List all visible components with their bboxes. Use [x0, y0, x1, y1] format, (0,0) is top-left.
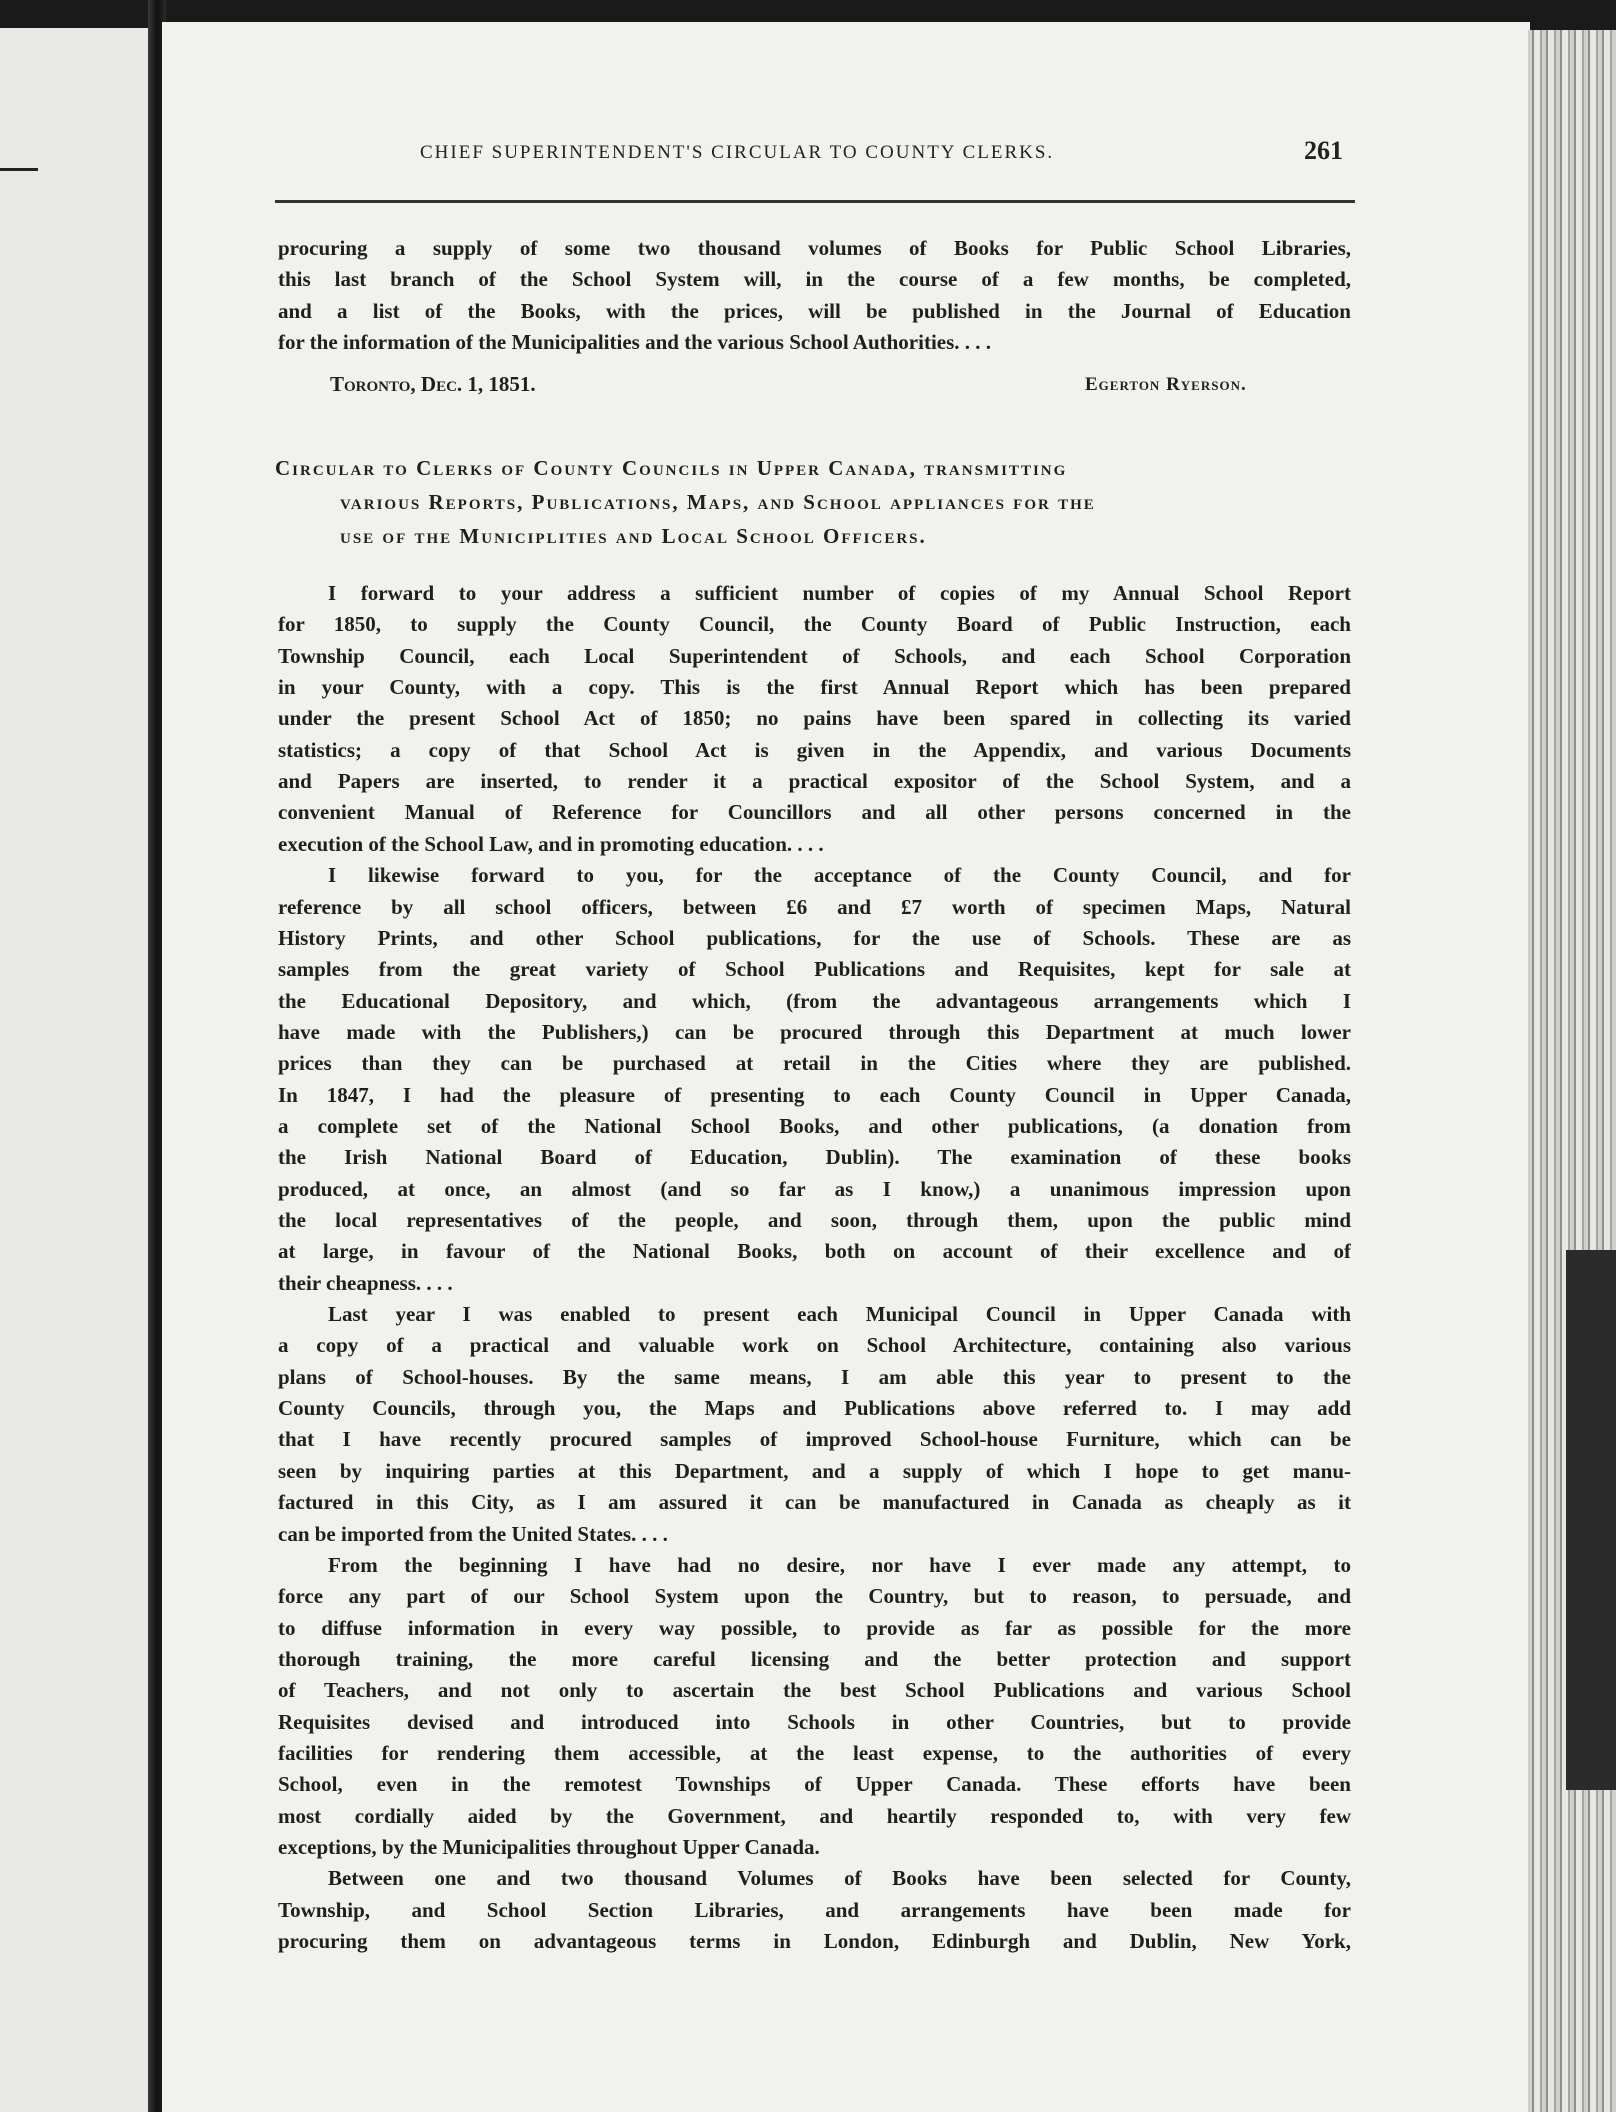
page-number: 261 — [1304, 136, 1343, 165]
text-line: of Teachers, and not only to ascertain the best School Publications and various School — [278, 1678, 1351, 1703]
text-line: I likewise forward to you, for the acceptance of the County Council, and for — [328, 863, 1351, 888]
text-line: Last year I was enabled to present each Municipal Council in Upper Canada with — [328, 1302, 1351, 1327]
text-line: convenient Manual of Reference for Councillors and all other persons concerned in the — [278, 800, 1351, 825]
text-line: facilities for rendering them accessible, at the least expense, to the authorities of every — [278, 1740, 1351, 1765]
text-line: statistics; a copy of that School Act is given in the Appendix, and various Documents — [278, 737, 1351, 762]
text-line: a complete set of the National School Books, and other publications, (a donation from — [278, 1113, 1351, 1138]
text-line: In 1847, I had the pleasure of presenting to each County Council in Upper Canada, — [278, 1082, 1351, 1107]
text-line: Requisites devised and introduced into Schools in other Countries, but to provide — [278, 1709, 1351, 1734]
header-rule — [275, 200, 1355, 203]
text-line: for 1850, to supply the County Council, the County Board of Public Instruction, each — [278, 612, 1351, 637]
signature-name: Egerton Ryerson. — [1085, 374, 1247, 395]
text-line: under the present School Act of 1850; no pains have been spared in collecting its varied — [278, 706, 1351, 731]
text-line: execution of the School Law, and in promoting education. . . . — [278, 831, 824, 856]
text-line: have made with the Publishers,) can be procured through this Department at much lower — [278, 1019, 1351, 1044]
text-line: seen by inquiring parties at this Department, and a supply of which I hope to get manu- — [278, 1458, 1351, 1483]
circular-title-line: various Reports, Publications, Maps, and School appliances for the — [340, 490, 1096, 514]
text-line: procuring them on advantageous terms in London, Edinburgh and Dublin, New York, — [278, 1929, 1351, 1954]
facing-page-rule — [0, 168, 38, 171]
text-line: to diffuse information in every way possible, to provide as far as possible for the more — [278, 1615, 1351, 1640]
text-line: prices than they can be purchased at retail in the Cities where they are published. — [278, 1051, 1351, 1076]
text-line: the Irish National Board of Education, Dublin). The examination of these books — [278, 1145, 1351, 1170]
text-line: their cheapness. . . . — [278, 1270, 453, 1295]
text-line: reference by all school officers, between £6 and £7 worth of specimen Maps, Natural — [278, 894, 1351, 919]
running-head: CHIEF SUPERINTENDENT'S CIRCULAR TO COUNTY CLERKS. — [420, 142, 1055, 163]
text-line: the Educational Depository, and which, (from the advantageous arrangements which I — [278, 988, 1351, 1013]
text-line: this last branch of the School System will, in the course of a few months, be completed, — [278, 267, 1351, 292]
text-line: plans of School-houses. By the same means, I am able this year to present to the — [278, 1364, 1351, 1389]
facing-page — [0, 28, 148, 2112]
circular-title-line: Circular to Clerks of County Councils in Upper Canada, transmitting — [275, 456, 1068, 480]
text-line: most cordially aided by the Government, and heartily responded to, with very few — [278, 1803, 1351, 1828]
text-line: at large, in favour of the National Books, both on account of their excellence and of — [278, 1239, 1351, 1264]
text-line: History Prints, and other School publications, for the use of Schools. These are as — [278, 925, 1351, 950]
text-line: force any part of our School System upon the Country, but to reason, to persuade, and — [278, 1584, 1351, 1609]
text-line: the local representatives of the people, and soon, through them, upon the public mind — [278, 1208, 1351, 1232]
text-line: in your County, with a copy. This is the first Annual Report which has been prepared — [278, 675, 1351, 700]
signature-place-date: Toronto, Dec. 1, 1851. — [330, 372, 536, 396]
text-line: samples from the great variety of School Publications and Requisites, kept for sale at — [278, 957, 1351, 982]
text-line: a copy of a practical and valuable work on School Architecture, containing also various — [278, 1333, 1351, 1358]
text-line: produced, at once, an almost (and so far as I know,) a unanimous impression upon — [278, 1176, 1351, 1201]
text-line: thorough training, the more careful licensing and the better protection and support — [278, 1646, 1351, 1671]
text-line: exceptions, by the Municipalities throughout Upper Canada. — [278, 1835, 820, 1859]
text-line: I forward to your address a sufficient number of copies of my Annual School Report — [328, 581, 1351, 605]
text-line: factured in this City, as I am assured it can be manufactured in Canada as cheaply as it — [278, 1490, 1351, 1515]
text-line: Between one and two thousand Volumes of Books have been selected for County, — [328, 1866, 1351, 1891]
text-line: School, even in the remotest Townships of Upper Canada. These efforts have been — [278, 1772, 1351, 1797]
page-edges — [1528, 30, 1616, 2112]
text-line: and a list of the Books, with the prices, will be published in the Journal of Education — [278, 298, 1351, 323]
text-line: procuring a supply of some two thousand volumes of Books for Public School Libraries, — [278, 236, 1351, 260]
text-line: can be imported from the United States. . . . — [278, 1521, 668, 1546]
text-line: Township, and School Section Libraries, and arrangements have been made for — [278, 1897, 1351, 1922]
text-line: for the information of the Municipalities and the various School Authorities. . . . — [278, 330, 992, 355]
circular-title-line: use of the Municiplities and Local School Officers. — [340, 524, 927, 548]
text-line: County Councils, through you, the Maps and Publications above referred to. I may add — [278, 1396, 1351, 1421]
text-line: Township Council, each Local Superintendent of Schools, and each School Corporation — [278, 643, 1351, 668]
text-line: that I have recently procured samples of improved School-house Furniture, which can be — [278, 1427, 1351, 1452]
spine-shadow — [1566, 1250, 1616, 1790]
text-line: and Papers are inserted, to render it a practical expositor of the School System, and a — [278, 769, 1351, 794]
text-line: From the beginning I have had no desire, nor have I ever made any attempt, to — [328, 1552, 1351, 1577]
